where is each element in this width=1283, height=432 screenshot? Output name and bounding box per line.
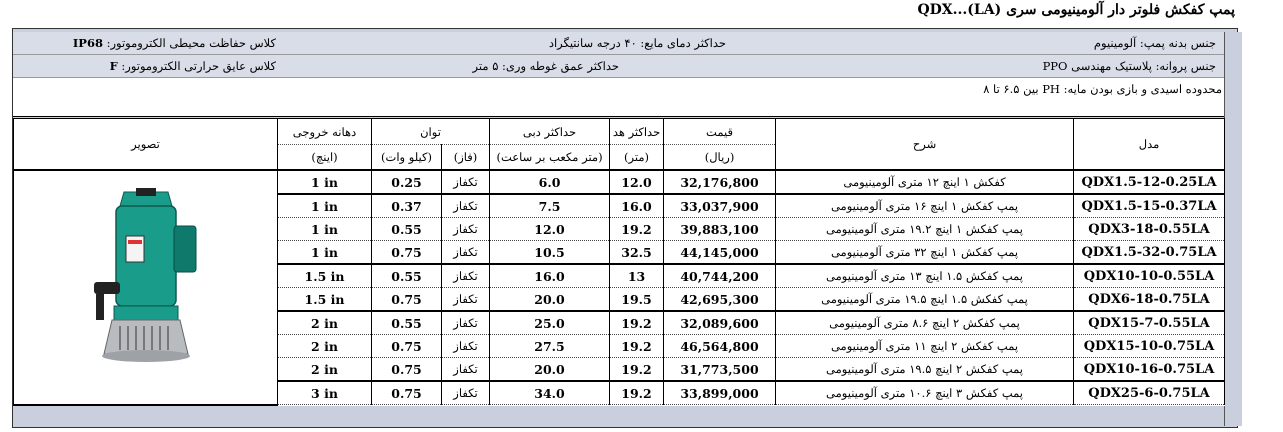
head-cell: 19.2 <box>610 335 664 358</box>
description-cell: پمپ کفکش ۲ اینچ ۸.۶ متری آلومینیومی <box>776 311 1074 335</box>
spec-row-3 <box>13 78 1224 117</box>
header-price-unit: (ریال) <box>664 145 776 171</box>
model-cell: QDX1.5-15-0.37LA <box>1074 194 1225 218</box>
side-band <box>1224 32 1242 426</box>
outlet-cell: 1 in <box>278 194 372 218</box>
ph-range-spec: محدوده اسیدی و بازی بودن مایه: PH بین ۶.۵ تا ۸ <box>983 82 1222 96</box>
power-kw-cell: 0.55 <box>372 218 442 241</box>
power-kw-cell: 0.25 <box>372 170 442 194</box>
model-cell: QDX25-6-0.75LA <box>1074 381 1225 405</box>
phase-cell: تکفاز <box>442 288 490 312</box>
description-cell: پمپ کفکش ۱ اینچ ۳۲ متری آلومینیومی <box>776 241 1074 265</box>
header-head: حداکثر هد <box>610 119 664 145</box>
spec-row-1 <box>13 32 1224 55</box>
model-cell: QDX6-18-0.75LA <box>1074 288 1225 312</box>
price-cell: 32,089,600 <box>664 311 776 335</box>
flow-cell: 7.5 <box>490 194 610 218</box>
phase-cell: تکفاز <box>442 311 490 335</box>
impeller-spec: جنس پروانه: پلاستیک مهندسی PPO <box>1042 59 1216 73</box>
outlet-cell: 1.5 in <box>278 264 372 288</box>
model-cell: QDX3-18-0.55LA <box>1074 218 1225 241</box>
flow-cell: 16.0 <box>490 264 610 288</box>
phase-cell: تکفاز <box>442 381 490 405</box>
price-cell: 33,899,000 <box>664 381 776 405</box>
header-kw-unit: (کیلو وات) <box>372 145 442 171</box>
motor-protection-spec: کلاس حفاظت محیطی الکتروموتور: IP68 <box>72 36 276 50</box>
header-outlet-unit: (اینچ) <box>278 145 372 171</box>
phase-cell: تکفاز <box>442 218 490 241</box>
header-flow-unit: (متر مکعب بر ساعت) <box>490 145 610 171</box>
flow-cell: 10.5 <box>490 241 610 265</box>
price-cell: 32,176,800 <box>664 170 776 194</box>
header-flow: حداکثر دبی <box>490 119 610 145</box>
outlet-cell: 1 in <box>278 170 372 194</box>
head-cell: 32.5 <box>610 241 664 265</box>
flow-cell: 6.0 <box>490 170 610 194</box>
price-cell: 44,145,000 <box>664 241 776 265</box>
head-cell: 19.2 <box>610 381 664 405</box>
outlet-cell: 1 in <box>278 241 372 265</box>
power-kw-cell: 0.75 <box>372 381 442 405</box>
header-desc: شرح <box>776 119 1074 171</box>
head-cell: 19.2 <box>610 311 664 335</box>
spec-row-2 <box>13 55 1224 78</box>
phase-cell: تکفاز <box>442 170 490 194</box>
power-kw-cell: 0.75 <box>372 241 442 265</box>
phase-cell: تکفاز <box>442 241 490 265</box>
power-kw-cell: 0.75 <box>372 335 442 358</box>
price-cell: 39,883,100 <box>664 218 776 241</box>
price-cell: 46,564,800 <box>664 335 776 358</box>
description-cell: پمپ کفکش ۱.۵ اینچ ۱۹.۵ متری آلومینیومی <box>776 288 1074 312</box>
max-fluid-temp-spec: حداکثر دمای مایع: ۴۰ درجه سانتیگراد <box>548 36 726 50</box>
flow-cell: 34.0 <box>490 381 610 405</box>
head-cell: 19.2 <box>610 358 664 382</box>
submersible-pump-icon <box>86 186 206 386</box>
price-table <box>13 118 1225 406</box>
max-depth-spec: حداکثر عمق غوطه وری: ۵ متر <box>472 59 619 73</box>
insulation-spec: کلاس عایق حرارتی الکتروموتور: F <box>109 59 276 73</box>
flow-cell: 25.0 <box>490 311 610 335</box>
model-cell: QDX1.5-32-0.75LA <box>1074 241 1225 265</box>
description-cell: کفکش ۱ اینچ ۱۲ متری آلومینیومی <box>776 170 1074 194</box>
description-cell: پمپ کفکش ۱ اینچ ۱۹.۲ متری آلومینیومی <box>776 218 1074 241</box>
flow-cell: 12.0 <box>490 218 610 241</box>
phase-cell: تکفاز <box>442 335 490 358</box>
price-cell: 42,695,300 <box>664 288 776 312</box>
header-power: توان <box>372 119 490 145</box>
head-cell: 16.0 <box>610 194 664 218</box>
phase-cell: تکفاز <box>442 264 490 288</box>
flow-cell: 20.0 <box>490 358 610 382</box>
description-cell: پمپ کفکش ۳ اینچ ۱۰.۶ متری آلومینیومی <box>776 381 1074 405</box>
header-phase-unit: (فاز) <box>442 145 490 171</box>
description-cell: پمپ کفکش ۱ اینچ ۱۶ متری آلومینیومی <box>776 194 1074 218</box>
flow-cell: 27.5 <box>490 335 610 358</box>
power-kw-cell: 0.37 <box>372 194 442 218</box>
header-row-1 <box>14 119 1225 145</box>
model-cell: QDX1.5-12-0.25LA <box>1074 170 1225 194</box>
outlet-cell: 1.5 in <box>278 288 372 312</box>
head-cell: 12.0 <box>610 170 664 194</box>
model-cell: QDX10-10-0.55LA <box>1074 264 1225 288</box>
price-cell: 31,773,500 <box>664 358 776 382</box>
description-cell: پمپ کفکش ۲ اینچ ۱۱ متری آلومینیومی <box>776 335 1074 358</box>
head-cell: 19.2 <box>610 218 664 241</box>
model-cell: QDX10-16-0.75LA <box>1074 358 1225 382</box>
page-title: پمپ کفکش فلوتر دار آلومینیومی سری (LA)...QDX <box>917 2 1235 18</box>
outlet-cell: 1 in <box>278 218 372 241</box>
outlet-cell: 2 in <box>278 335 372 358</box>
price-cell: 40,744,200 <box>664 264 776 288</box>
table-row <box>14 170 1225 194</box>
power-kw-cell: 0.55 <box>372 311 442 335</box>
head-cell: 13 <box>610 264 664 288</box>
body-material-spec: جنس بدنه پمپ: آلومینیوم <box>1093 36 1216 50</box>
phase-cell: تکفاز <box>442 358 490 382</box>
power-kw-cell: 0.75 <box>372 288 442 312</box>
header-image: تصویر <box>14 119 278 171</box>
outlet-cell: 2 in <box>278 311 372 335</box>
pump-image-cell <box>14 170 278 405</box>
header-head-unit: (متر) <box>610 145 664 171</box>
model-cell: QDX15-7-0.55LA <box>1074 311 1225 335</box>
description-cell: پمپ کفکش ۱.۵ اینچ ۱۳ متری آلومینیومی <box>776 264 1074 288</box>
power-kw-cell: 0.75 <box>372 358 442 382</box>
model-cell: QDX15-10-0.75LA <box>1074 335 1225 358</box>
flow-cell: 20.0 <box>490 288 610 312</box>
price-cell: 33,037,900 <box>664 194 776 218</box>
power-kw-cell: 0.55 <box>372 264 442 288</box>
header-model: مدل <box>1074 119 1225 171</box>
head-cell: 19.5 <box>610 288 664 312</box>
table-body <box>14 170 1225 405</box>
outlet-cell: 3 in <box>278 381 372 405</box>
header-outlet: دهانه خروجی <box>278 119 372 145</box>
description-cell: پمپ کفکش ۲ اینچ ۱۹.۵ متری آلومینیومی <box>776 358 1074 382</box>
phase-cell: تکفاز <box>442 194 490 218</box>
header-price: قیمت <box>664 119 776 145</box>
outlet-cell: 2 in <box>278 358 372 382</box>
